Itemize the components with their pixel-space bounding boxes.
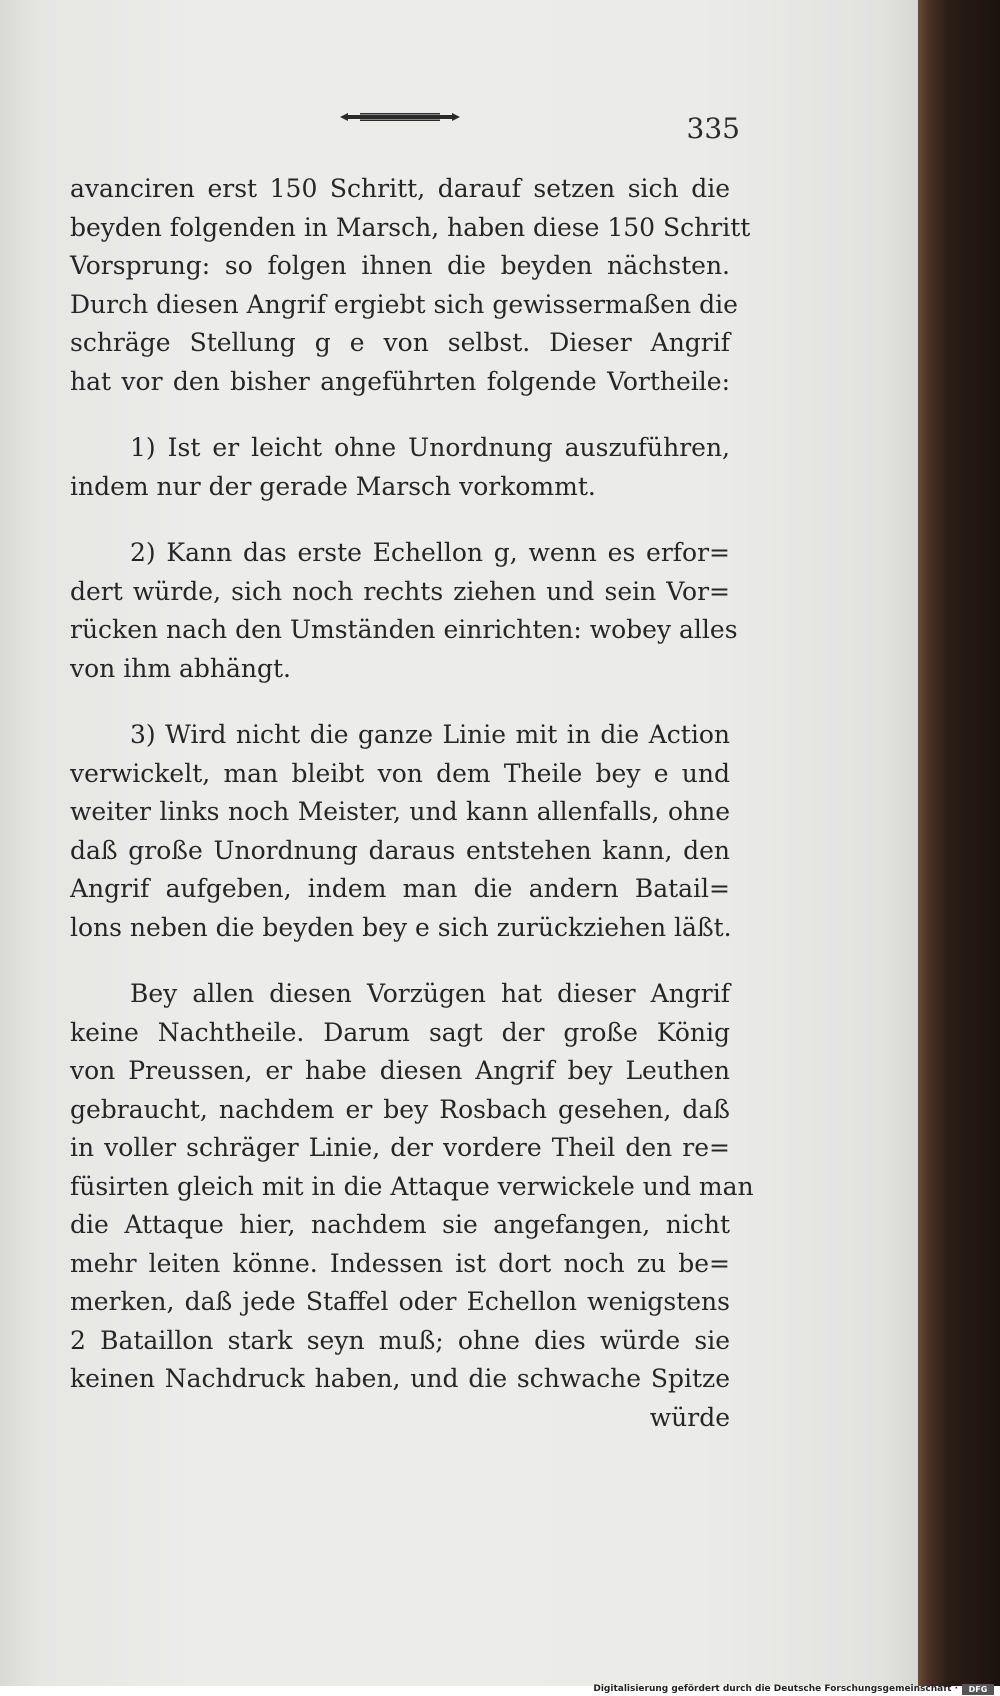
- text-line: Bey allen diesen Vorzügen hat dieser Angrif: [130, 979, 730, 1008]
- text-line: in voller schräger Linie, der vordere Theil den re=: [70, 1133, 730, 1162]
- text-line: keine Nachtheile. Darum sagt der große König: [70, 1017, 730, 1047]
- text-line: dert würde, sich noch rechts ziehen und sein Vor=: [70, 576, 730, 606]
- text-line: gebraucht, nachdem er bey Rosbach gesehen, daß: [70, 1094, 730, 1124]
- text-line: 2 Bataillon stark seyn muß; ohne dies würde sie: [70, 1325, 730, 1355]
- body-text: [70, 170, 754, 1437]
- header-ornament: [340, 110, 460, 124]
- text-line: hat vor den bisher angeführten folgende Vortheile:: [70, 366, 730, 396]
- text-line: keinen Nachdruck haben, und die schwache Spitze: [70, 1364, 730, 1393]
- page-number: 335: [686, 112, 740, 145]
- text-line: von Preussen, er habe diesen Angrif bey Leuthen: [70, 1056, 730, 1085]
- text-line: mehr leiten könne. Indessen ist dort noch zu be=: [70, 1248, 730, 1278]
- book-binding-edge: [918, 0, 1000, 1686]
- text-line: avanciren erst 150 Schritt, darauf setzen sich die: [70, 174, 730, 203]
- text-line: weiter links noch Meister, und kann allenfalls, ohne: [70, 797, 730, 826]
- text-line: beyden folgenden in Marsch, haben diese 150 Schritt: [70, 212, 751, 242]
- text-line: füsirten gleich mit in die Attaque verwickele und man: [70, 1171, 754, 1201]
- text-line: 2) Kann das erste Echellon g, wenn es erfor=: [130, 538, 730, 567]
- text-line: verwickelt, man bleibt von dem Theile bey e und: [70, 758, 730, 788]
- text-line: Durch diesen Angrif ergiebt sich gewissermaßen die: [70, 289, 738, 319]
- catchword: würde: [649, 1402, 730, 1432]
- text-line: 3) Wird nicht die ganze Linie mit in die Action: [130, 720, 730, 749]
- text-line: 1) Ist er leicht ohne Unordnung auszuführen,: [130, 433, 730, 462]
- text-line: von ihm abhängt.: [70, 653, 291, 683]
- text-line: rücken nach den Umständen einrichten: wobey alles: [70, 615, 738, 644]
- text-line: Angrif aufgeben, indem man die andern Batail=: [70, 874, 730, 903]
- text-line: daß große Unordnung daraus entstehen kann, den: [70, 835, 730, 865]
- text-line: Vorsprung: so folgen ihnen die beyden nächsten.: [70, 251, 730, 280]
- text-line: lons neben die beyden bey e sich zurückziehen läßt.: [70, 912, 732, 942]
- digitization-credit: Digitalisierung gefördert durch die Deutsche Forschungsgemeinschaft ·: [593, 1684, 958, 1694]
- text-line: die Attaque hier, nachdem sie angefangen, nicht: [70, 1210, 730, 1239]
- text-line: indem nur der gerade Marsch vorkommt.: [70, 471, 596, 501]
- text-line: schräge Stellung g e von selbst. Dieser Angrif: [70, 328, 730, 357]
- dfg-logo: DFG: [962, 1684, 994, 1695]
- text-line: merken, daß jede Staffel oder Echellon wenigstens: [70, 1287, 730, 1316]
